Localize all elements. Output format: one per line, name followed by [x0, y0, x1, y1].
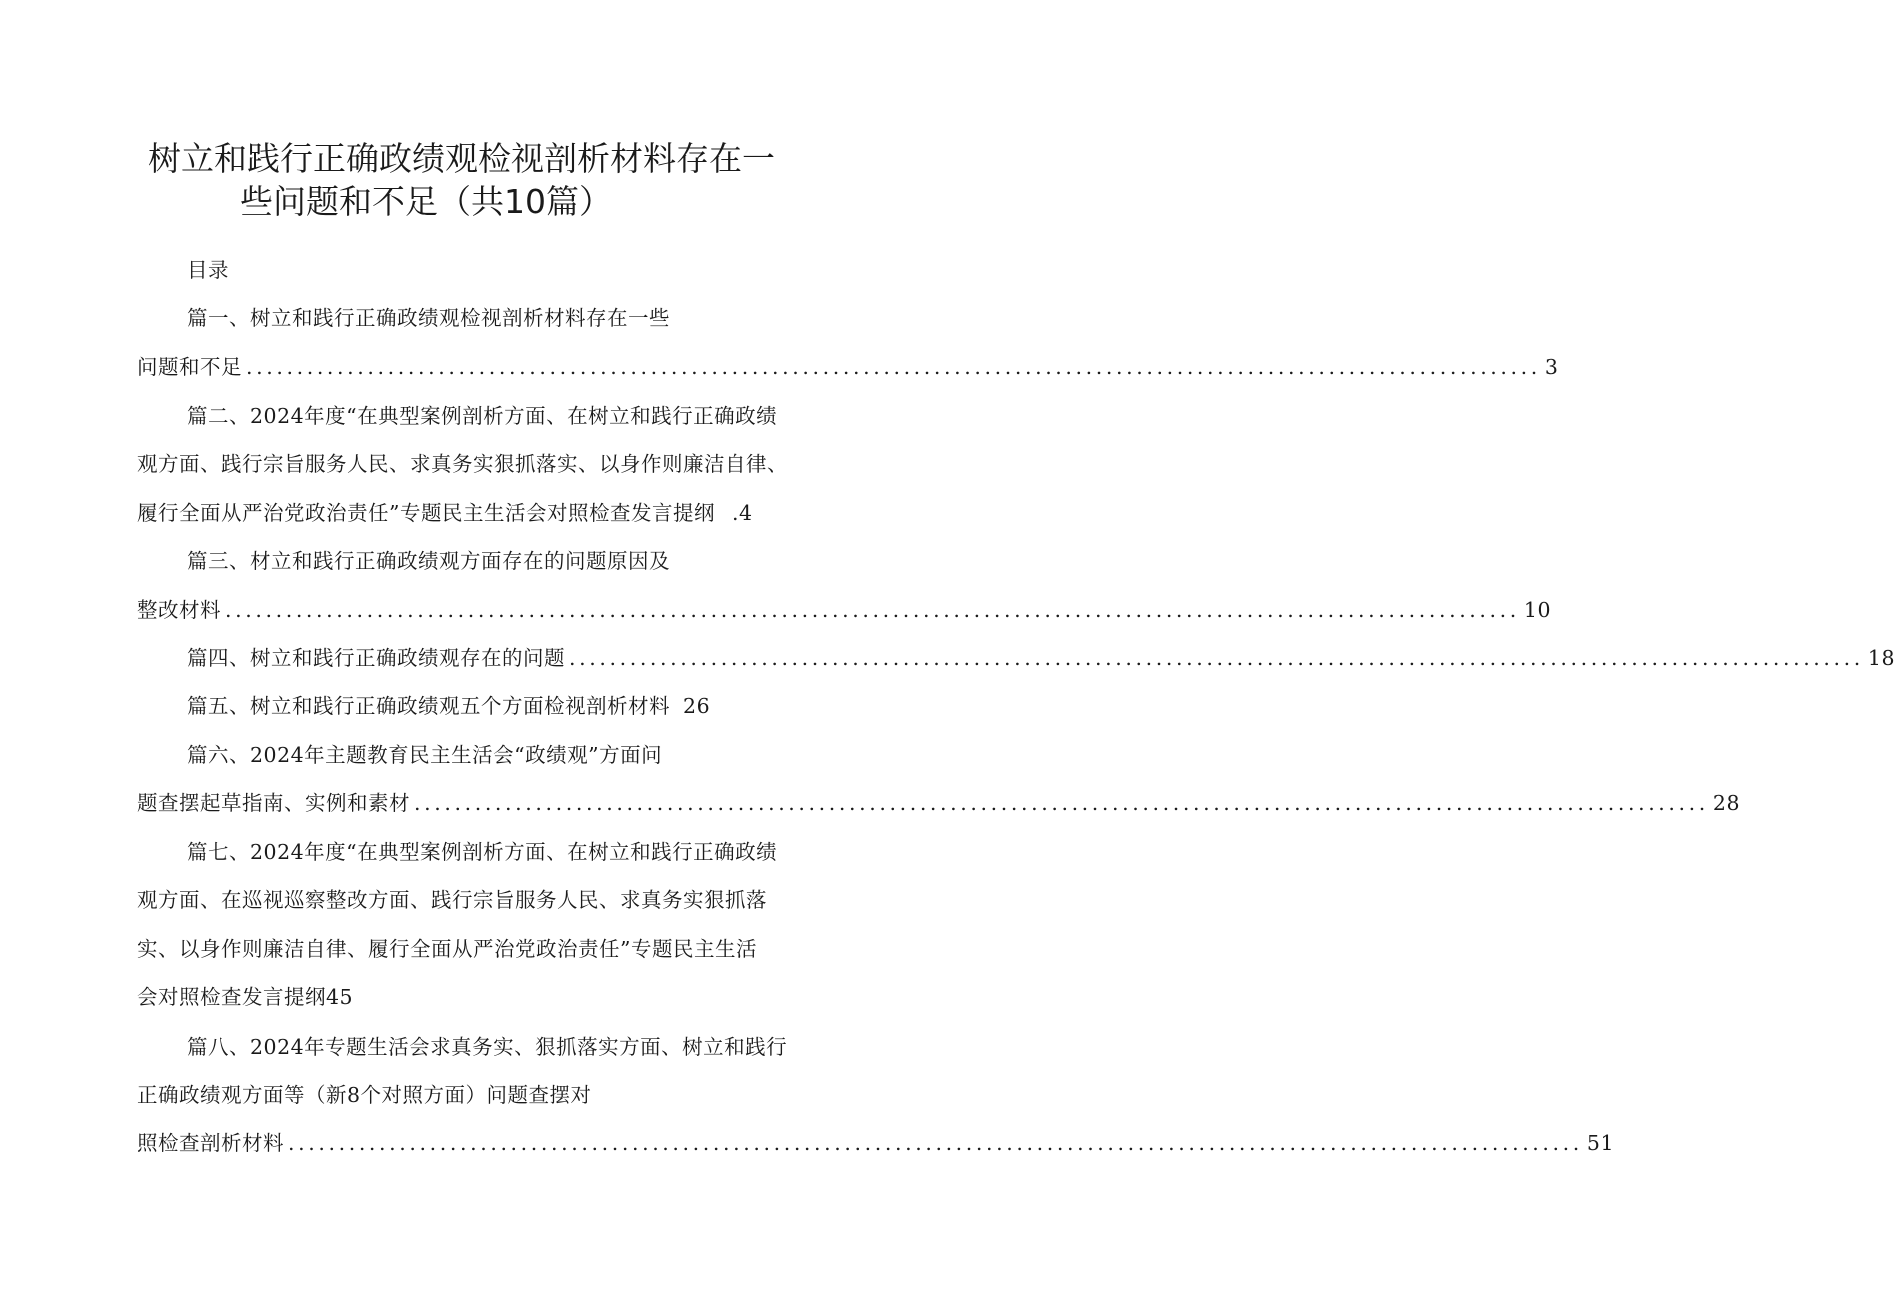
- toc-entry-3-page: 10: [1523, 598, 1551, 622]
- toc-entry-3-line-2: 整改材料: [137, 598, 221, 622]
- toc-entry-2-page: .4: [732, 501, 753, 525]
- toc-entry-6-line-2: 题查摆起草指南、实例和素材: [137, 791, 410, 815]
- toc-entry-1-line-1[interactable]: 篇一、树立和践行正确政绩观检视剖析材料存在一些: [187, 306, 670, 330]
- toc-entry-7-line-1[interactable]: 篇七、2024年度“在典型案例剖析方面、在树立和践行正确政绩: [187, 840, 778, 864]
- toc-entry-1-leader[interactable]: [137, 353, 1559, 381]
- toc-entry-7-text: 会对照检查发言提纲: [137, 985, 326, 1009]
- leader-dots: ................................................................................................................................: [246, 355, 1541, 379]
- toc-entry-6-leader[interactable]: [137, 789, 1740, 817]
- toc-entry-3-leader[interactable]: [137, 596, 1551, 624]
- leader-dots: ................................................................................................................................: [569, 646, 1864, 670]
- toc-entry-5-text: 篇五、树立和践行正确政绩观五个方面检视剖析材料: [187, 694, 670, 718]
- toc-entry-8-leader[interactable]: [137, 1129, 1614, 1157]
- document-title-line-1: 树立和践行正确政绩观检视剖析材料存在一: [148, 139, 775, 178]
- toc-entry-2-text: 履行全面从严治党政治责任”专题民主生活会对照检查发言提纲: [137, 501, 715, 525]
- toc-entry-4-text: 篇四、树立和践行正确政绩观存在的问题: [187, 646, 565, 670]
- toc-entry-8-line-1[interactable]: 篇八、2024年专题生活会求真务实、狠抓落实方面、树立和践行: [187, 1035, 788, 1059]
- toc-entry-6-line-1[interactable]: 篇六、2024年主题教育民主生活会“政绩观”方面问: [187, 743, 663, 767]
- leader-dots: ................................................................................................................................: [288, 1131, 1583, 1155]
- toc-entry-4-leader[interactable]: [187, 644, 1895, 672]
- toc-entry-3-line-1[interactable]: 篇三、材立和践行正确政绩观方面存在的问题原因及: [187, 549, 670, 573]
- toc-entry-7-line-4[interactable]: [137, 983, 353, 1011]
- toc-entry-2-line-2[interactable]: 观方面、践行宗旨服务人民、求真务实狠抓落实、以身作则廉洁自律、: [137, 452, 788, 476]
- toc-entry-5-page: 26: [683, 694, 711, 718]
- leader-dots: ................................................................................................................................: [225, 598, 1520, 622]
- toc-entry-8-page: 51: [1586, 1131, 1614, 1155]
- toc-entry-2-line-1[interactable]: 篇二、2024年度“在典型案例剖析方面、在树立和践行正确政绩: [187, 404, 778, 428]
- toc-entry-8-line-2[interactable]: 正确政绩观方面等（新8个对照方面）问题查摆对: [137, 1083, 592, 1107]
- toc-entry-8-line-3: 照检查剖析材料: [137, 1131, 284, 1155]
- toc-entry-5[interactable]: [187, 692, 710, 720]
- toc-heading: 目录: [187, 258, 229, 282]
- document-title-line-2: 些问题和不足（共10篇）: [240, 182, 612, 221]
- toc-entry-1-page: 3: [1544, 355, 1559, 379]
- toc-entry-7-line-3[interactable]: 实、以身作则廉洁自律、履行全面从严治党政治责任”专题民主生活: [137, 937, 757, 961]
- toc-entry-7-line-2[interactable]: 观方面、在巡视巡察整改方面、践行宗旨服务人民、求真务实狠抓落: [137, 888, 767, 912]
- toc-entry-6-page: 28: [1712, 791, 1740, 815]
- toc-entry-1-line-2: 问题和不足: [137, 355, 242, 379]
- toc-entry-2-line-3[interactable]: [137, 499, 753, 527]
- toc-entry-4-page: 18: [1867, 646, 1895, 670]
- leader-dots: ................................................................................................................................: [414, 791, 1709, 815]
- toc-entry-7-page: 45: [326, 985, 354, 1009]
